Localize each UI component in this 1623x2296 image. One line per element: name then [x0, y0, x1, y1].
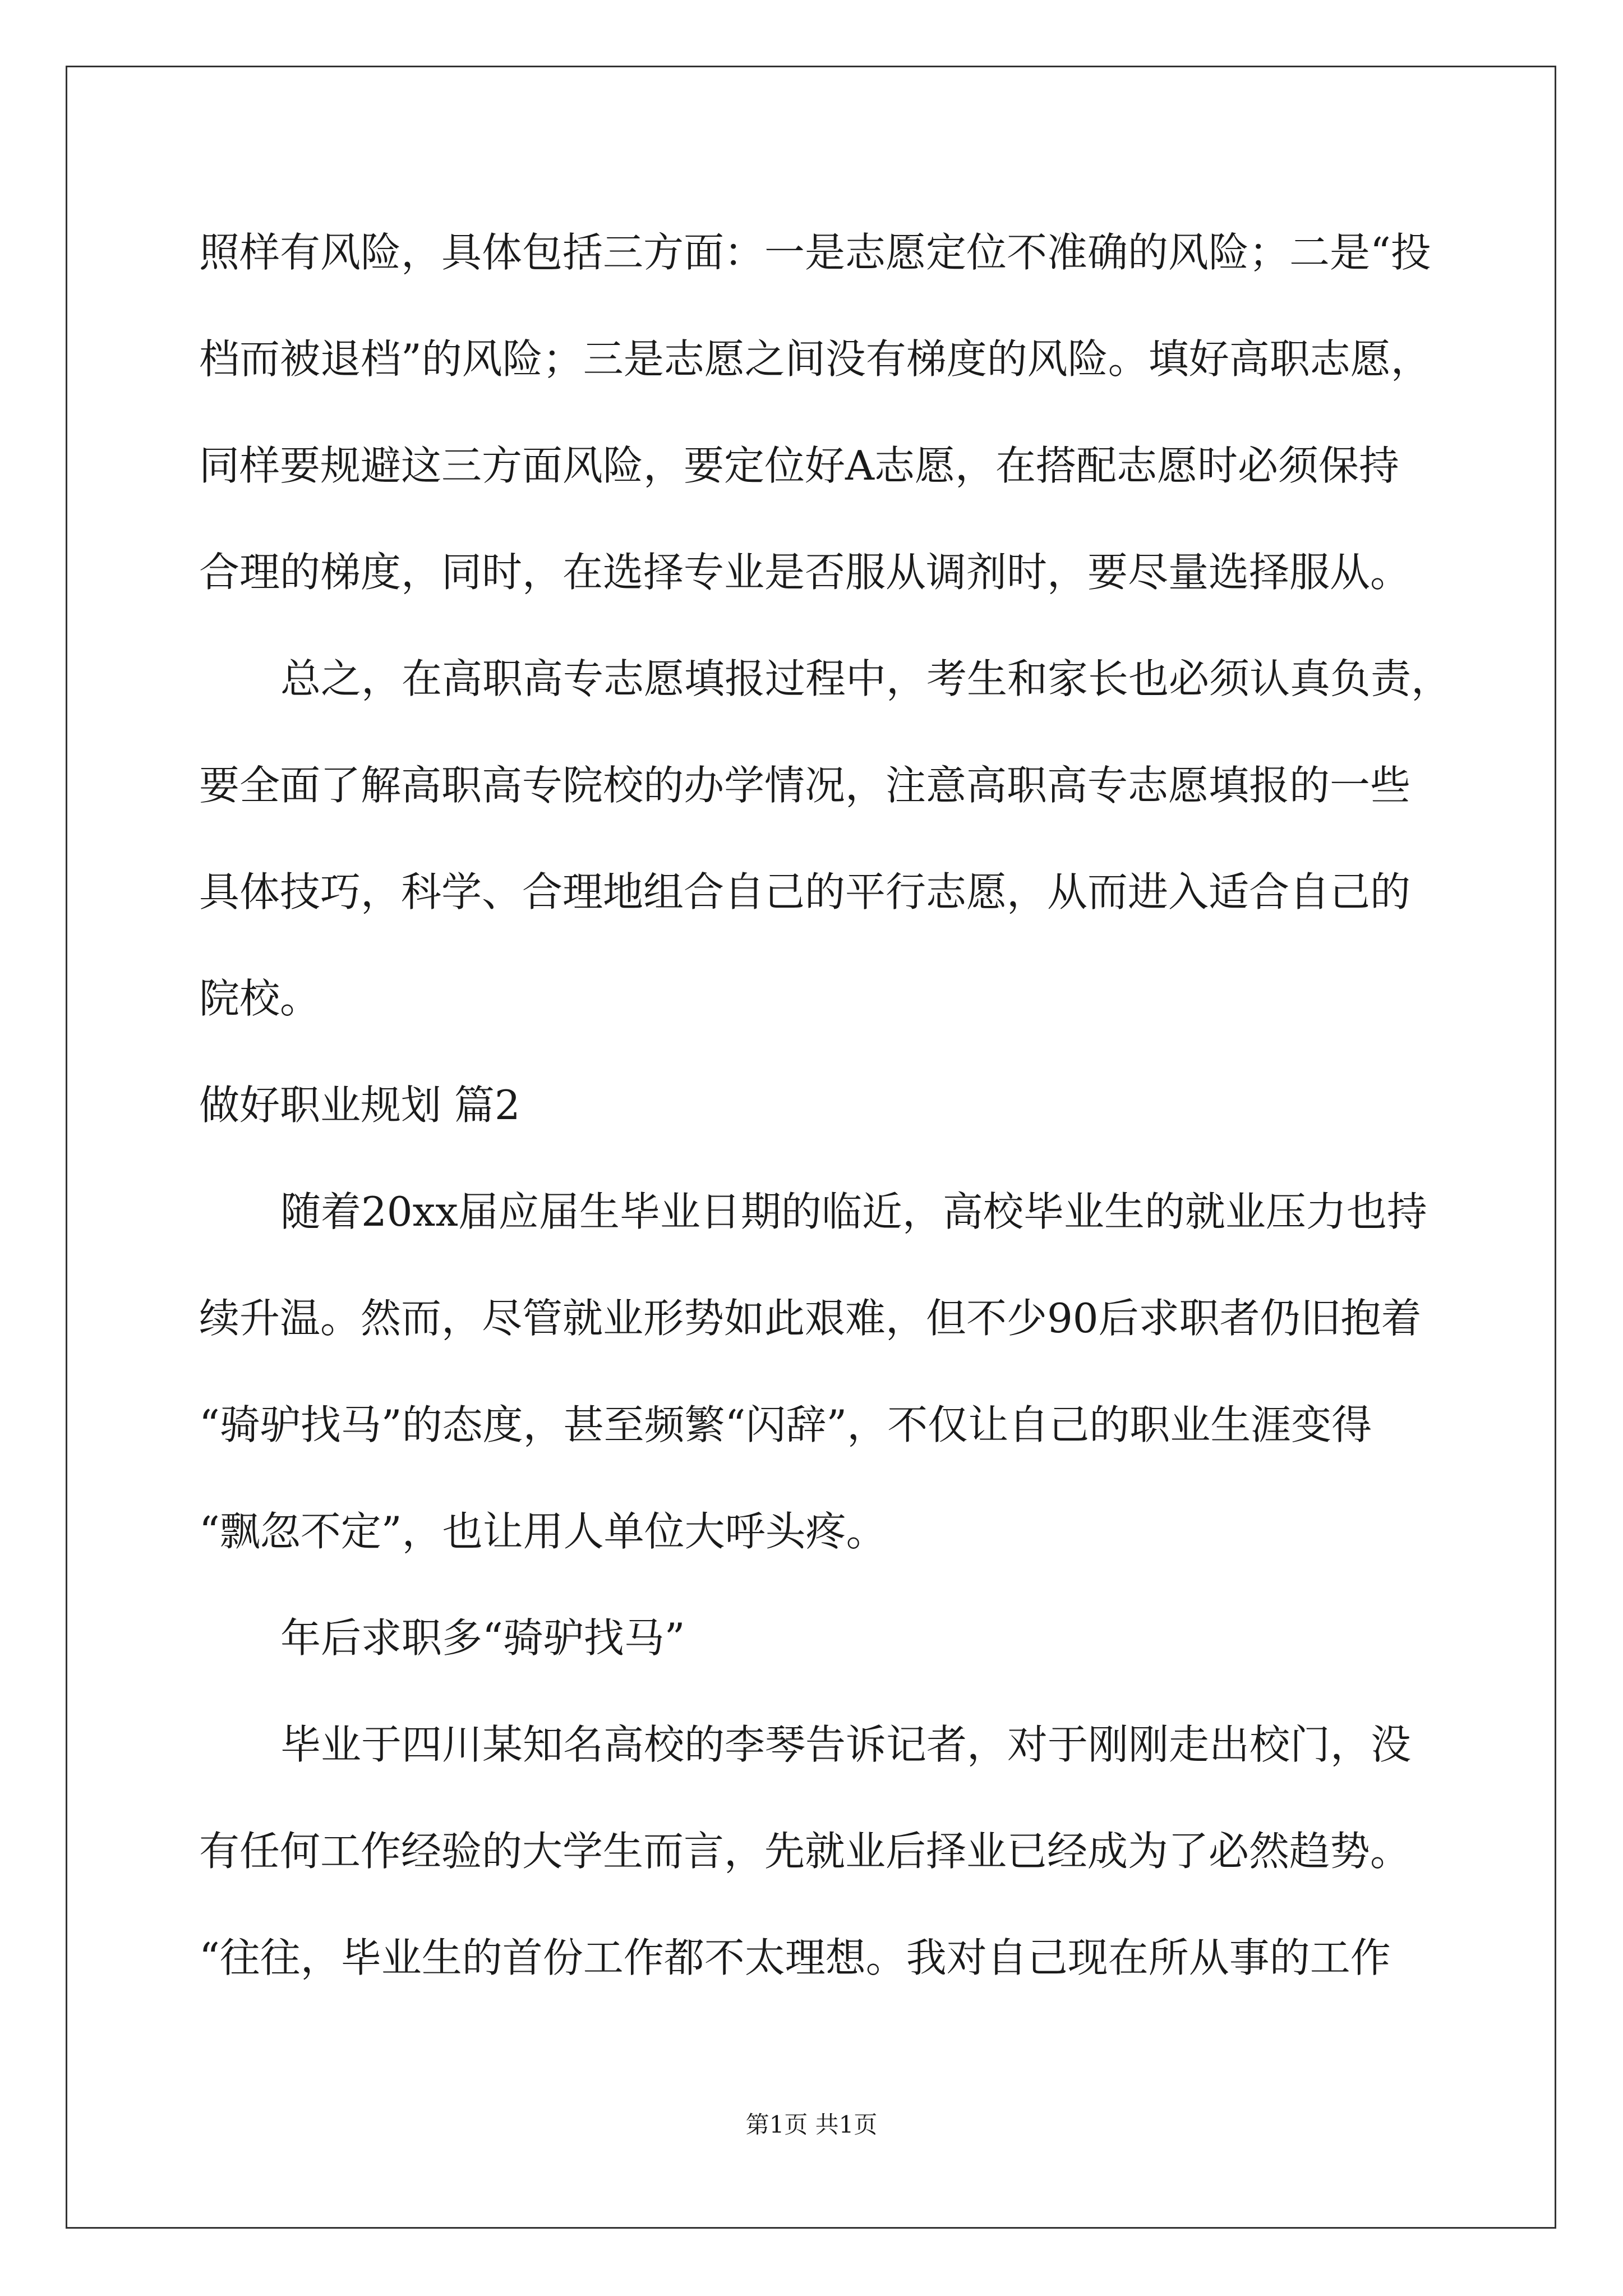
- text-line: 同样要规避这三方面风险，要定位好A志愿，在搭配志愿时必须保持: [199, 442, 1399, 489]
- subheading: 年后求职多“骑驴找马”: [280, 1614, 685, 1662]
- text-line: “骑驴找马”的态度，甚至频繁“闪辞”，不仅让自己的职业生涯变得: [199, 1401, 1372, 1448]
- text-line: 随着20xx届应届生毕业日期的临近，高校毕业生的就业压力也持: [280, 1188, 1427, 1235]
- page-footer: 第1页 共1页: [745, 2111, 878, 2138]
- text-line: 院校。: [199, 975, 321, 1022]
- text-line: 档而被退档”的风险；三是志愿之间没有梯度的风险。填好高职志愿，: [199, 335, 1431, 383]
- text-line: 续升温。然而，尽管就业形势如此艰难，但不少90后求职者仍旧抱着: [199, 1295, 1422, 1342]
- page-border: [66, 66, 1556, 2229]
- text-line: 合理的梯度，同时，在选择专业是否服从调剂时，要尽量选择服从。: [199, 549, 1411, 596]
- text-line: 总之，在高职高专志愿填报过程中，考生和家长也必须认真负责，: [280, 655, 1452, 702]
- section-heading: 做好职业规划 篇2: [199, 1082, 520, 1129]
- text-line: 毕业于四川某知名高校的李琴告诉记者，对于刚刚走出校门，没: [280, 1721, 1412, 1768]
- text-line: 要全面了解高职高专院校的办学情况，注意高职高专志愿填报的一些: [199, 762, 1411, 809]
- text-line: 照样有风险，具体包括三方面：一是志愿定位不准确的风险；二是“投: [199, 229, 1431, 276]
- text-line: 具体技巧，科学、合理地组合自己的平行志愿，从而进入适合自己的: [199, 868, 1411, 915]
- text-line: 有任何工作经验的大学生而言，先就业后择业已经成为了必然趋势。: [199, 1828, 1411, 1875]
- text-line: “飘忽不定”，也让用人单位大呼头疼。: [199, 1508, 887, 1555]
- text-line: “往往，毕业生的首份工作都不太理想。我对自己现在所从事的工作: [199, 1934, 1391, 1981]
